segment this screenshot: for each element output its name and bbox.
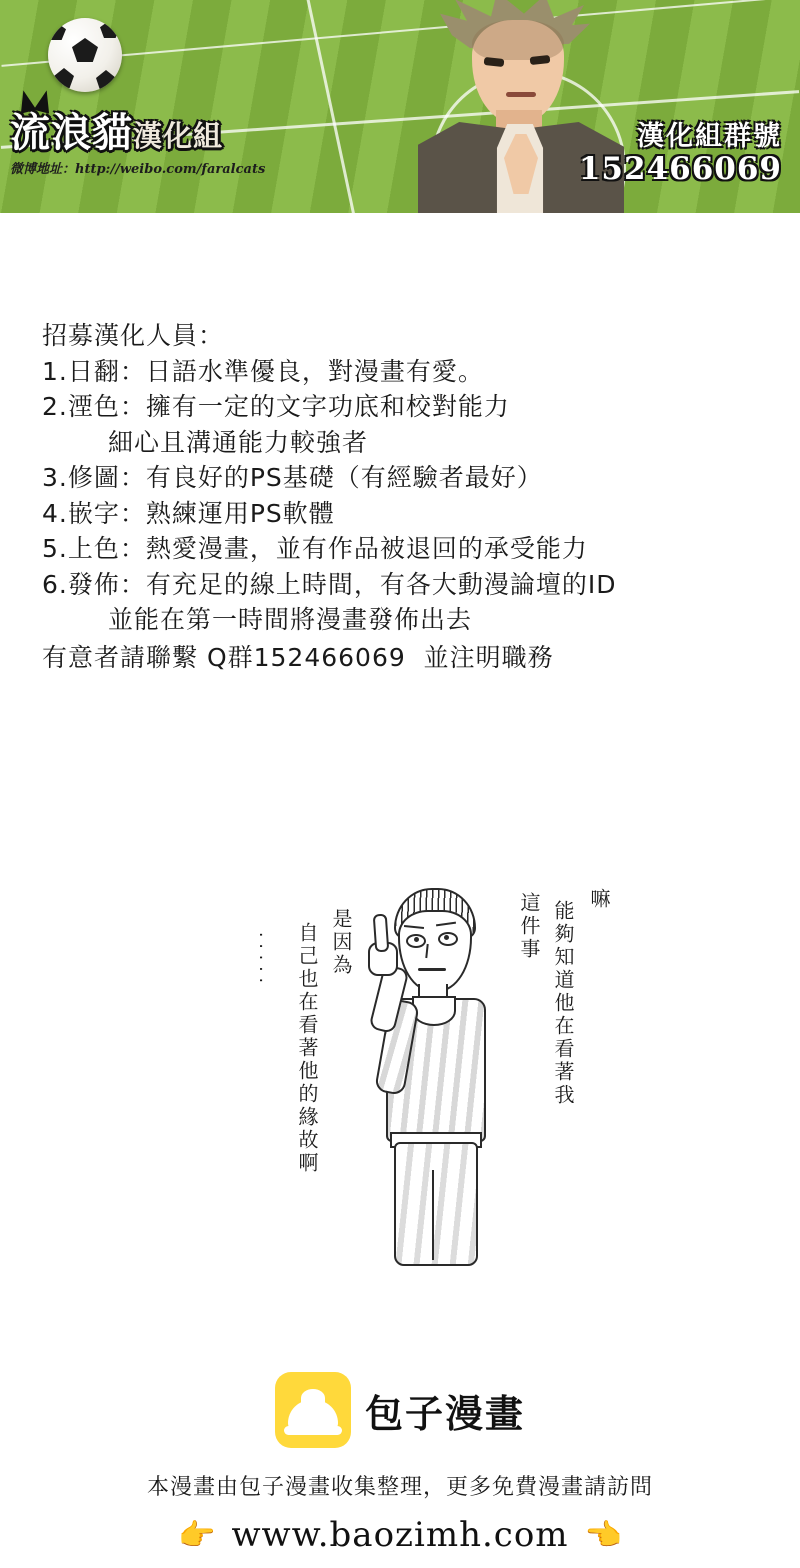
brand-row	[0, 1372, 800, 1448]
speech-text: 自己也在看著他的緣故啊	[295, 922, 319, 1175]
pointing-hand-left-icon: 👈	[584, 1517, 622, 1553]
baozi-bun-logo-icon	[275, 1372, 351, 1448]
recruit-contact: 有意者請聯繫 Q群152466069 並注明職務	[42, 642, 554, 672]
recruit-item: 1.日翻：日語水準優良，對漫畫有愛。	[42, 356, 484, 386]
weibo-address[interactable]: 微博地址：http://weibo.com/faralcats	[10, 162, 266, 177]
footer-note: 本漫畫由包子漫畫收集整理，更多免費漫畫請訪問	[146, 1475, 653, 1500]
speech-text: 嘛	[587, 888, 611, 911]
speech-text: 是因為	[329, 908, 353, 977]
group-name	[10, 112, 340, 154]
manga-panel	[0, 870, 800, 1310]
recruit-item: 6.發佈：有充足的線上時間，有各大動漫論壇的ID	[42, 569, 617, 599]
qq-group-label: 漢化組群號	[637, 121, 782, 152]
recruit-item: 3.修圖：有良好的PS基礎（有經驗者最好）	[42, 463, 543, 492]
recruit-item: 2.湮色：擁有一定的文字功底和校對能力	[42, 392, 510, 421]
site-footer	[0, 1372, 800, 1555]
cat-ears-icon	[18, 90, 58, 116]
recruit-heading: 招募漢化人員：	[42, 321, 225, 350]
recruit-item: 4.嵌字：熟練運用PS軟體	[42, 498, 335, 528]
group-name-main: 流浪貓	[10, 110, 133, 156]
speech-text: 這件事	[517, 892, 541, 961]
speech-text: 能夠知道他在看著我	[551, 900, 575, 1107]
recruit-item-continued: 並能在第一時間將漫畫發佈出去	[108, 605, 473, 634]
group-logo-block	[10, 112, 340, 177]
group-name-sub: 漢化組	[133, 119, 224, 153]
recruit-item: 5.上色：熱愛漫畫，並有作品被退回的承受能力	[42, 534, 588, 563]
soccer-ball-icon	[48, 18, 122, 92]
recruitment-notice	[42, 318, 762, 675]
site-url[interactable]: www.baozimh.com	[231, 1515, 569, 1555]
recruit-item-continued: 細心且溝通能力較強者	[108, 427, 369, 457]
qq-group-block	[579, 122, 782, 186]
scanlation-group-banner	[0, 0, 800, 213]
ellipsis-dots: ‧‧‧‧‧	[250, 932, 270, 990]
pointing-hand-right-icon: 👉	[178, 1517, 216, 1553]
sketch-character-pointing-finger	[360, 880, 510, 1300]
qq-group-number: 152466069	[578, 150, 782, 187]
footer-url-row[interactable]	[0, 1515, 800, 1555]
brand-name: 包子漫畫	[364, 1391, 525, 1436]
